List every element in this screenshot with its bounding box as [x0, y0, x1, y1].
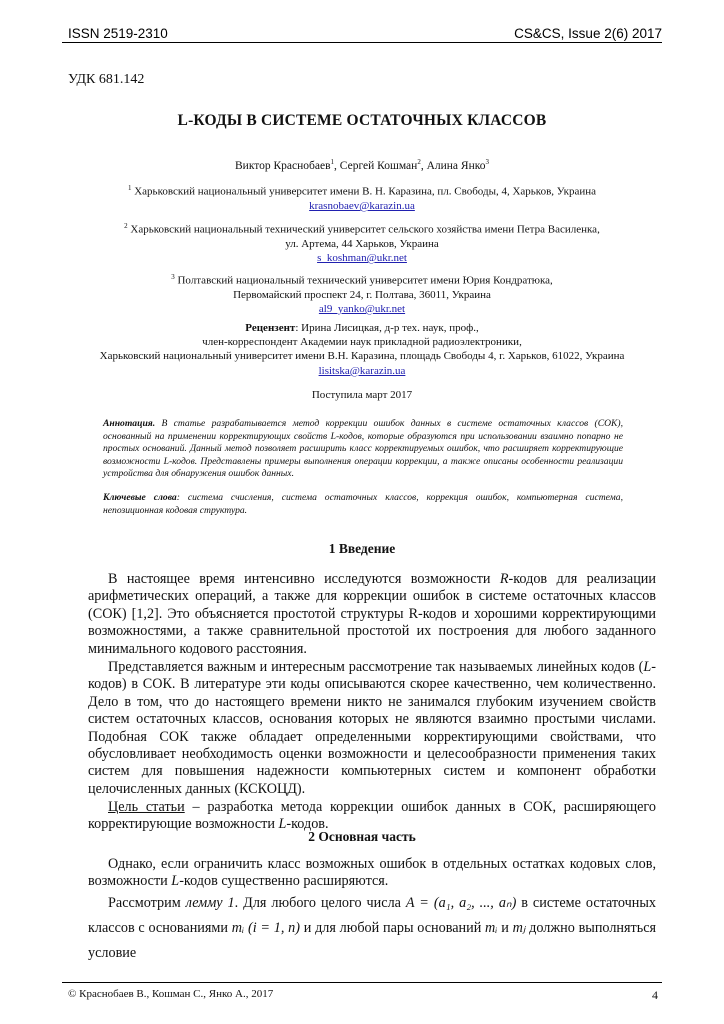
section-heading-main: 2 Основная часть — [308, 829, 416, 844]
aff2-institution: Харьковский национальный технический университет сельского хозяйства имени Петра Василенка, — [130, 223, 600, 236]
email-link-3[interactable]: al9_yanko@ukr.net — [318, 303, 406, 316]
p2-symbol-l: L — [643, 659, 652, 675]
author-2-mark: 2 — [417, 158, 421, 166]
p1-text-a: В настоящее время интенсивно исследуются возможности — [108, 571, 500, 587]
paper-title: L-КОДЫ В СИСТЕМЕ ОСТАТОЧНЫХ КЛАССОВ — [177, 112, 547, 129]
author-1-mark: 1 — [330, 158, 335, 166]
p1-text-b: -кодов для реализации арифметических операций, а также для коррекции ошибок в системе остаточных классов (СОК) [1,2]. Это объясняется простотой структуры R-кодов и хорошими корректирующими возможностями, а также сравнительной простотой их построения для любого заданного минимального кодового расстояния. — [88, 571, 656, 657]
p4-text-b: -кодов существенно расширяются. — [179, 873, 389, 890]
author-3: Алина Янко — [426, 159, 486, 172]
p2-text-a: Представляется важным и интересным рассмотрение так называемых линейных кодов ( — [108, 659, 644, 675]
affiliation-2 — [60, 219, 664, 265]
p1-symbol-r: R — [499, 571, 509, 587]
email-link-2[interactable]: s_koshman@ukr.net — [317, 252, 407, 265]
issn: ISSN 2519-2310 — [68, 26, 168, 41]
keywords — [103, 492, 623, 517]
section-heading-introduction: 1 Введение — [328, 541, 396, 556]
reviewer-name: : Ирина Лисицкая, д-р тех. наук, проф., — [295, 322, 479, 334]
aff3-institution: Полтавский национальный технический университет имени Юрия Кондратюка, — [177, 274, 553, 287]
reviewer-block — [60, 321, 664, 378]
p5-text-a: Рассмотрим — [108, 895, 186, 911]
formula-a: A = (a₁, a₂, ..., aₙ) — [405, 895, 517, 911]
author-2: Сергей Кошман — [339, 159, 418, 172]
p5-text-c: в системе остаточных классов с основаниями — [88, 895, 657, 936]
aff3-address: Первомайский проспект 24, г. Полтава, 36011, Украина — [233, 288, 491, 301]
symbol-mi-2: mᵢ — [485, 920, 498, 936]
paragraph-5 — [88, 891, 656, 966]
p3-text-a: – разработка метода коррекции ошибок данных в СОК, расширяющего корректирующие возможности — [88, 799, 656, 833]
paragraph-4 — [88, 856, 656, 891]
running-header — [68, 10, 662, 42]
copyright: © Краснобаев В., Кошман С., Янко А., 2017 — [68, 988, 274, 1000]
affiliation-3 — [60, 270, 664, 316]
header-rule — [62, 42, 662, 43]
goal-label: Цель статьи — [108, 799, 185, 815]
aff2-mark: 2 — [124, 222, 128, 230]
p3-text-b: -кодов. — [286, 816, 329, 833]
author-list — [60, 155, 664, 173]
journal-issue: CS&CS, Issue 2(6) 2017 — [514, 26, 662, 41]
aff3-mark: 3 — [171, 273, 175, 281]
keywords-text: : система счисления, система остаточных классов, коррекция ошибок, компьютерная система, непозиционная кодовая структура. — [103, 492, 623, 516]
p5-text-b: . Для любого целого числа — [234, 895, 406, 911]
abstract-text: В статье разрабатывается метод коррекции ошибок данных в системе остаточных классов (СОК), основанный на применении корректирующих свойств L-кодов, которые образуются при использовании взаимно попарно не простых оснований. Данный метод позволяет расширить класс корректируемых ошибок, что расширяет корректирующие возможности L-кодов. Представлены примеры выполнения операции коррекции, а также описаны особенности реализации устройства для обнаружения ошибок данных. — [103, 418, 623, 480]
p4-text-a: Однако, если ограничить класс возможных ошибок в отдельных остатках кодовых слов, возможности — [88, 856, 656, 890]
p4-symbol-l: L — [171, 873, 180, 890]
author-sep: , — [334, 159, 340, 172]
affiliation-1 — [60, 181, 664, 213]
aff1-mark: 1 — [127, 184, 132, 192]
paragraph-2 — [88, 659, 656, 798]
keywords-label: Ключевые слова — [103, 492, 177, 503]
received-date: Поступила март 2017 — [311, 389, 413, 401]
p5-text-d: и для любой пары оснований — [299, 920, 486, 936]
p5-and: и — [497, 920, 513, 936]
author-3-mark: 3 — [485, 158, 489, 166]
formula-range: (i = 1, n) — [248, 920, 300, 936]
author-sep: , — [420, 159, 427, 172]
page-number: 4 — [652, 988, 658, 1002]
lemma-ref: лемму 1 — [185, 895, 235, 911]
abstract — [103, 418, 623, 481]
symbol-mi: mᵢ — [231, 920, 245, 936]
abstract-label: Аннотация. — [103, 418, 156, 429]
p3-symbol-l: L — [278, 816, 287, 833]
paragraph-1 — [88, 571, 656, 658]
p5-text-e: должно выполняться условие — [88, 920, 657, 961]
udk-code: УДК 681.142 — [68, 72, 145, 87]
aff1-address: Харьковский национальный университет имени В. Н. Каразина, пл. Свободы, 4, Харьков, Украина — [134, 185, 596, 198]
symbol-mj: mⱼ — [512, 920, 526, 936]
reviewer-address: Харьковский национальный университет имени В.Н. Каразина, площадь Свободы 4, г. Харьков, 61022, Украина — [99, 350, 625, 363]
footer-rule — [62, 982, 662, 983]
email-link-1[interactable]: krasnobaev@karazin.ua — [309, 199, 415, 212]
p2-text-b: -кодов) в СОК. В литературе эти коды описываются скорее качественно, чем количественно. Дело в том, что до настоящего времени никто не занимался глубоким изучением свойств систем остаточных классов, основания которых не являются взаимно простыми числами. Подобная СОК также обладает определенными корректирующими свойствами, что обусловливает необходимость оценки возможности и целесообразности применения таких систем для повышения надежности компьютерных систем и компонент обработки целочисленных данных (КСКОЦД). — [88, 659, 656, 797]
email-link-reviewer[interactable]: lisitska@karazin.ua — [318, 364, 406, 377]
reviewer-label: Рецензент — [245, 322, 296, 334]
author-1: Виктор Краснобаев — [235, 159, 331, 172]
aff2-address: ул. Артема, 44 Харьков, Украина — [285, 237, 439, 250]
reviewer-title: член-корреспондент Академии наук прикладной радиоэлектроники, — [202, 336, 522, 349]
